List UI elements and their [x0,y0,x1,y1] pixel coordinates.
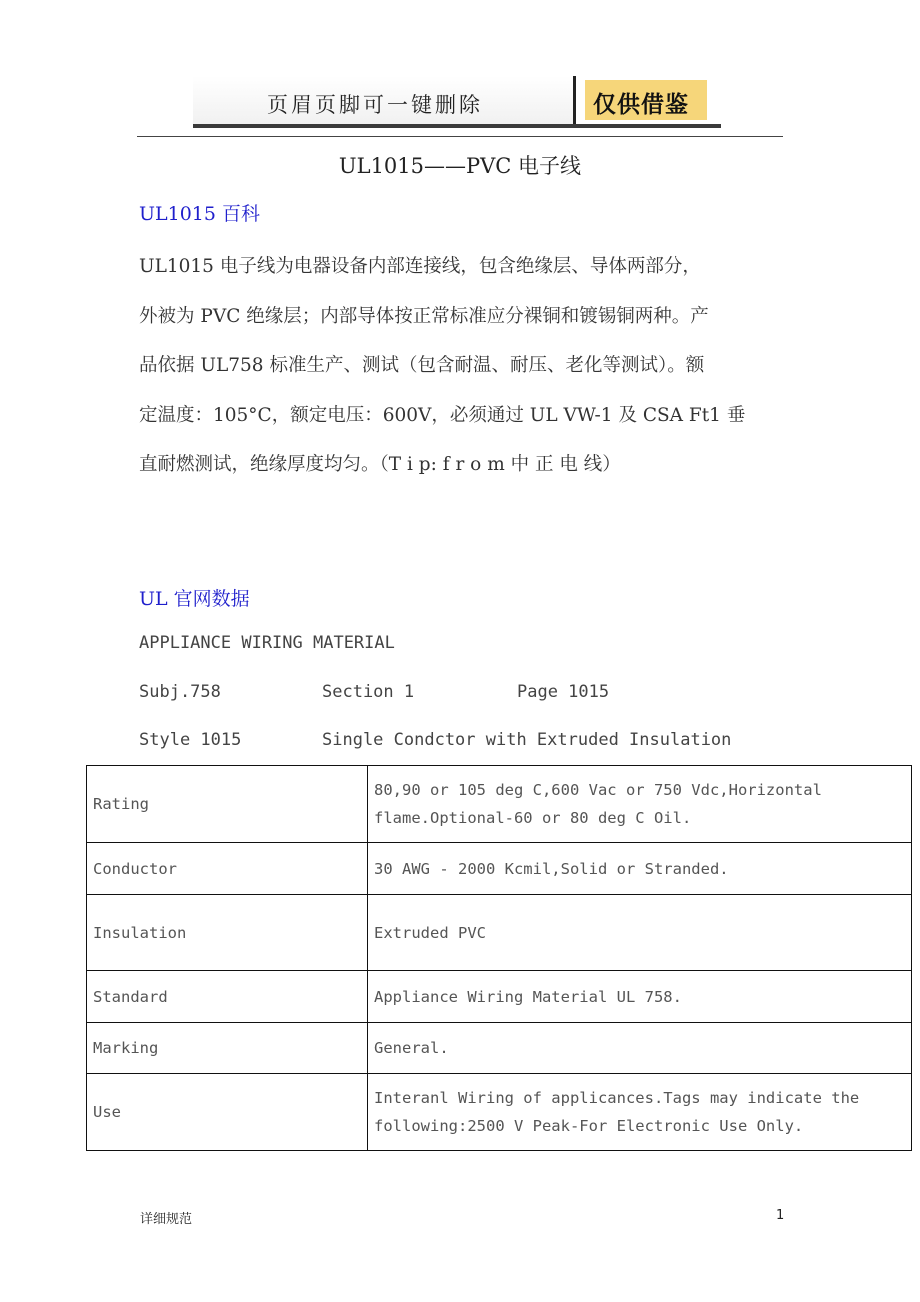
table-key: Marking [87,1023,368,1074]
page-number: 1 [776,1208,785,1223]
table-row [87,843,912,895]
paragraph-line: 直耐燃测试，绝缘厚度均匀。（T i p: f r o m 中 正 电 线） [139,454,621,475]
subject-label: Subj.758 [139,682,221,702]
subject-line [139,682,610,702]
spec-table [86,765,912,1151]
header-banner-right [585,80,707,120]
paragraph-line: UL1015 电子线为电器设备内部连接线，包含绝缘层、导体两部分， [139,256,701,277]
table-key: Standard [87,971,368,1023]
section-label: Section 1 [322,682,415,702]
header-banner-left [193,76,573,124]
style-line [139,730,732,750]
page-title: UL1015——PVC 电子线 [338,154,582,178]
table-value: Interanl Wiring of applicances.Tags may indicate the following:2500 V Peak-For Electronic Use Only. [368,1074,912,1151]
table-key: Rating [87,766,368,843]
table-key: Insulation [87,895,368,971]
paragraph-line: 外被为 PVC 绝缘层；内部导体按正常标准应分裸铜和镀锡铜两种。产 [139,305,709,327]
table-value: 30 AWG - 2000 Kcmil,Solid or Stranded. [368,843,912,895]
table-row [87,895,912,971]
table-key: Conductor [87,843,368,895]
section-heading-ul-data: UL 官网数据 [139,588,250,610]
encyclopedia-paragraph [139,242,789,490]
material-line: APPLIANCE WIRING MATERIAL [139,633,395,653]
footer-label: 详细规范 [140,1212,193,1227]
table-value: General. [368,1023,912,1074]
table-row [87,1074,912,1151]
header-banner [193,76,721,128]
table-value: 80,90 or 105 deg C,600 Vac or 750 Vdc,Horizontal flame.Optional-60 or 80 deg C Oil. [368,766,912,843]
table-row [87,971,912,1023]
header-rule [137,136,783,137]
page-label: Page 1015 [517,682,610,702]
table-row [87,766,912,843]
section-heading-encyclopedia: UL1015 百科 [139,203,261,225]
paragraph-line: 定温度：105°C，额定电压：600V，必须通过 UL VW-1 及 CSA Ft1 垂 [139,404,746,426]
header-divider [573,76,576,126]
table-key: Use [87,1074,368,1151]
table-row [87,1023,912,1074]
paragraph-line: 品依据 UL758 标准生产、测试（包含耐温、耐压、老化等测试）。额 [139,355,705,376]
table-value: Appliance Wiring Material UL 758. [368,971,912,1023]
style-description: Single Condctor with Extruded Insulation [322,730,732,750]
table-value: Extruded PVC [368,895,912,971]
header-banner-right-text: 仅供借鉴 [593,92,689,118]
header-underline [193,124,721,128]
style-label: Style 1015 [139,730,242,750]
header-banner-left-text: 页眉页脚可一键删除 [267,93,483,117]
